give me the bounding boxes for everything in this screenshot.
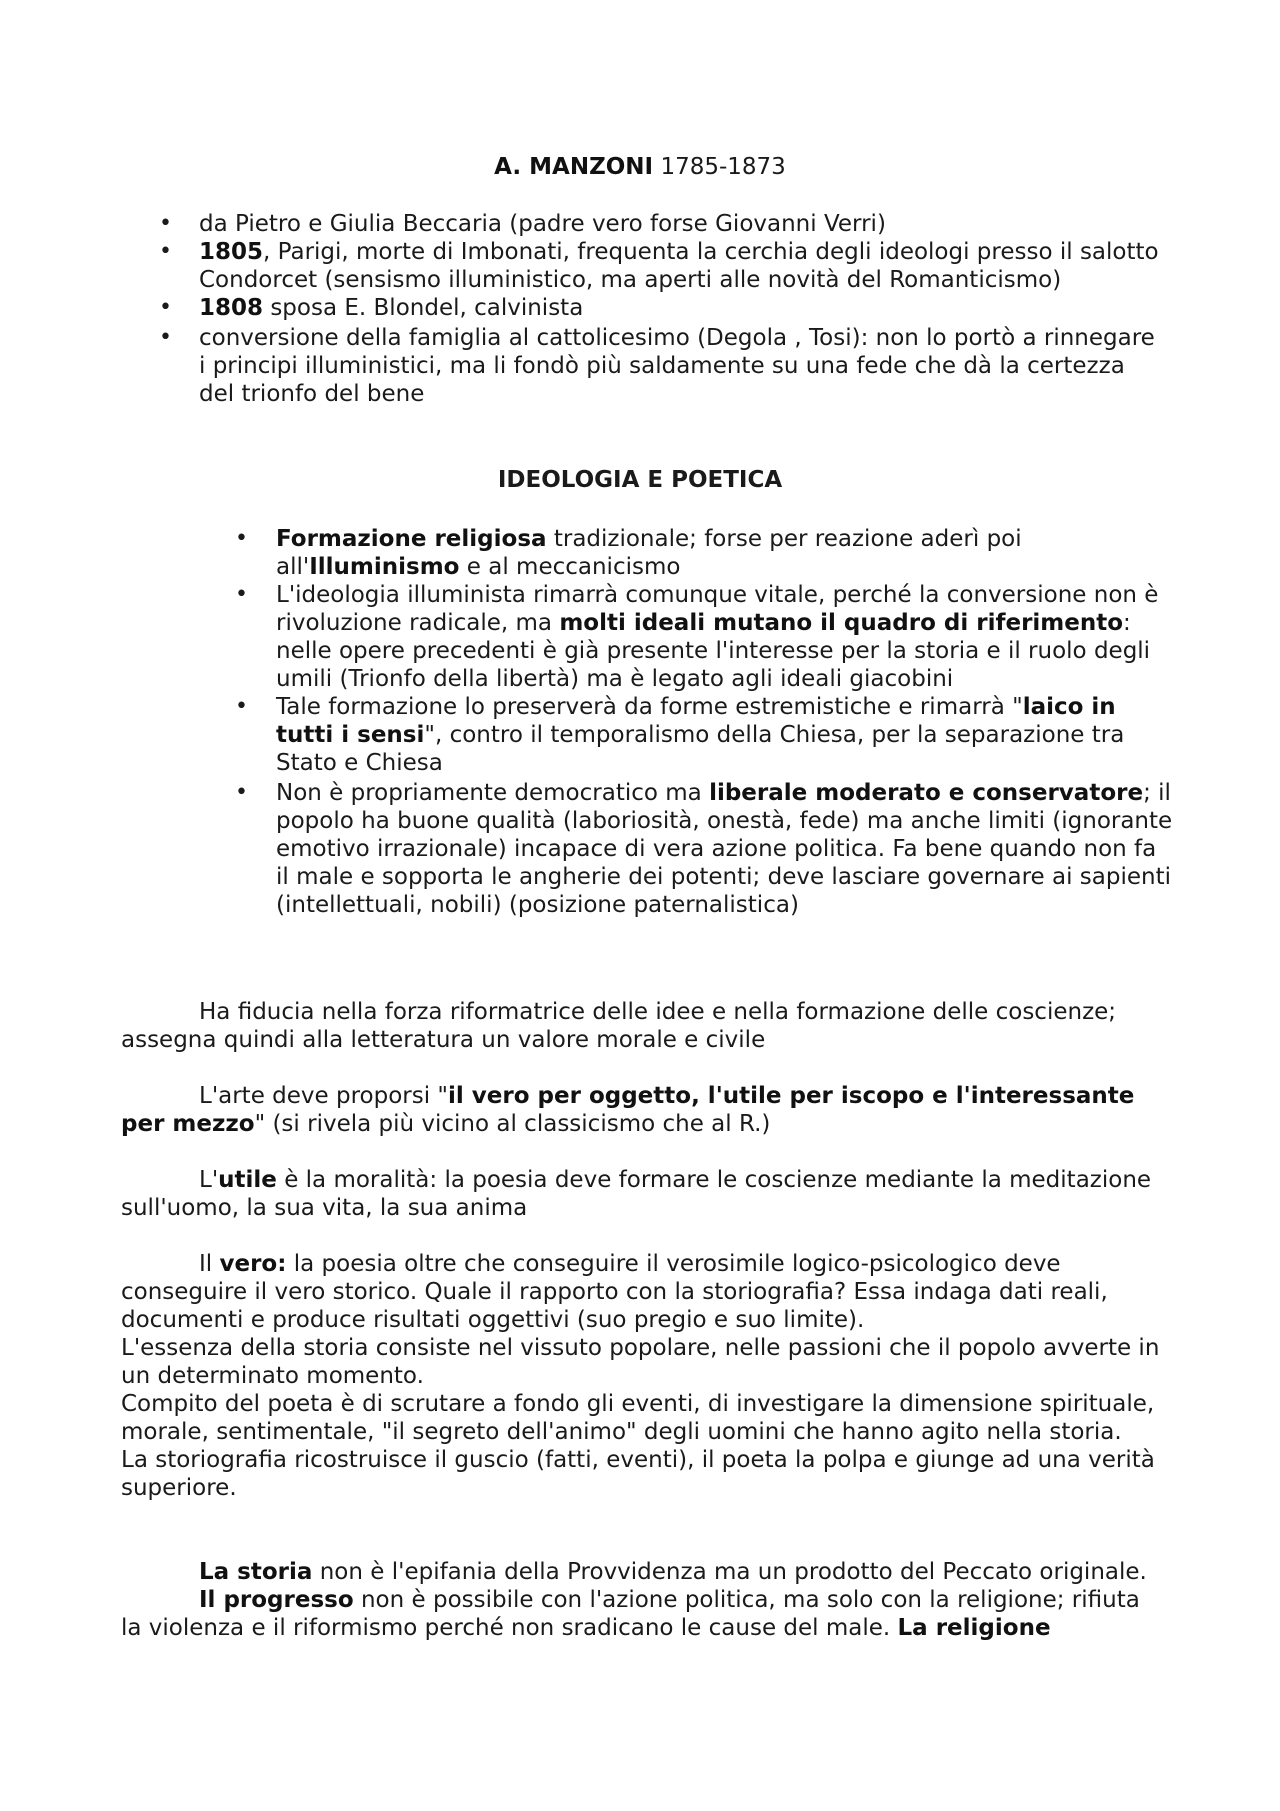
list-item: • Formazione religiosa tradizionale; forse per reazione aderì poi all'Illuminismo e al meccanicismo [276, 525, 1176, 581]
paragraph-fiducia: Ha fiducia nella forza riformatrice delle idee e nella formazione delle coscienze; assegna quindi alla letteratura un valore morale e civile [121, 999, 1117, 1053]
list-item: • da Pietro e Giulia Beccaria (padre vero forse Giovanni Verri) [199, 210, 1159, 238]
author-name: A. MANZONI [494, 154, 654, 180]
list-item: • Tale formazione lo preserverà da forme estremistiche e rimarrà "laico in tutti i sensi", contro il temporalismo della Chiesa, per la separazione tra Stato e Chiesa [276, 693, 1176, 777]
list-item: • conversione della famiglia al cattolicesimo (Degola , Tosi): non lo portò a rinnegare i principi illuministici, ma li fondò più saldamente su una fede che dà la certezza del trionfo del bene [199, 324, 1159, 408]
section-title: IDEOLOGIA E POETICA [497, 467, 783, 493]
list-item: • 1808 sposa E. Blondel, calvinista [199, 294, 1159, 322]
list-item: • Non è propriamente democratico ma liberale moderato e conservatore; il popolo ha buone qualità (laboriosità, onestà, fede) ma anche limiti (ignorante emotivo irrazionale) incapace di vera azione politica. Fa bene quando non fa il male e sopporta le angherie dei potenti; deve lasciare governare ai sapienti (intellettuali, nobili) (posizione paternalistica) [276, 779, 1176, 919]
list-item: • 1805, Parigi, morte di Imbonati, frequenta la cerchia degli ideologi presso il salotto Condorcet (sensismo illuministico, ma aperti alle novità del Romanticismo) [199, 238, 1159, 294]
paragraph-storia: La storia non è l'epifania della Provvidenza ma un prodotto del Peccato originale. Il progresso non è possibile con l'azione politica, ma solo con la religione; rifiuta la violenza e il riformismo perché non sradicano le cause del male. La religione [121, 1559, 1147, 1641]
paragraph-utile: L'utile è la moralità: la poesia deve formare le coscienze mediante la meditazione sull'uomo, la sua vita, la sua anima [121, 1167, 1152, 1221]
author-years: 1785-1873 [660, 154, 786, 180]
list-item: • L'ideologia illuminista rimarrà comunque vitale, perché la conversione non è rivoluzione radicale, ma molti ideali mutano il quadro di riferimento: nelle opere precedenti è già presente l'interesse per la storia e il ruolo degli umili (Trionfo della libertà) ma è legato agli ideali giacobini [276, 581, 1176, 693]
paragraph-vero: Il vero: la poesia oltre che conseguire il verosimile logico-psicologico deve conseguire il vero storico. Quale il rapporto con la storiografia? Essa indaga dati reali, documenti e produce risultati oggettivi (suo pregio e suo limite). L'essenza della storia consiste nel vissuto popolare, nelle passioni che il popolo avverte in un determinato momento. Compito del poeta è di scrutare a fondo gli eventi, di investigare la dimensione spirituale, morale, sentimentale, "il segreto dell'animo" degli uomini che hanno agito nella storia. La storiografia ricostruisce il guscio (fatti, eventi), il poeta la polpa e giunge ad una verità superiore. [121, 1251, 1160, 1501]
ideology-list [276, 525, 1176, 919]
paragraph-arte: L'arte deve proporsi "il vero per oggetto, l'utile per iscopo e l'interessante per mezzo" (si rivela più vicino al classicismo che al R.) [121, 1083, 1135, 1137]
document-title [0, 153, 1280, 181]
biography-list [199, 210, 1159, 408]
